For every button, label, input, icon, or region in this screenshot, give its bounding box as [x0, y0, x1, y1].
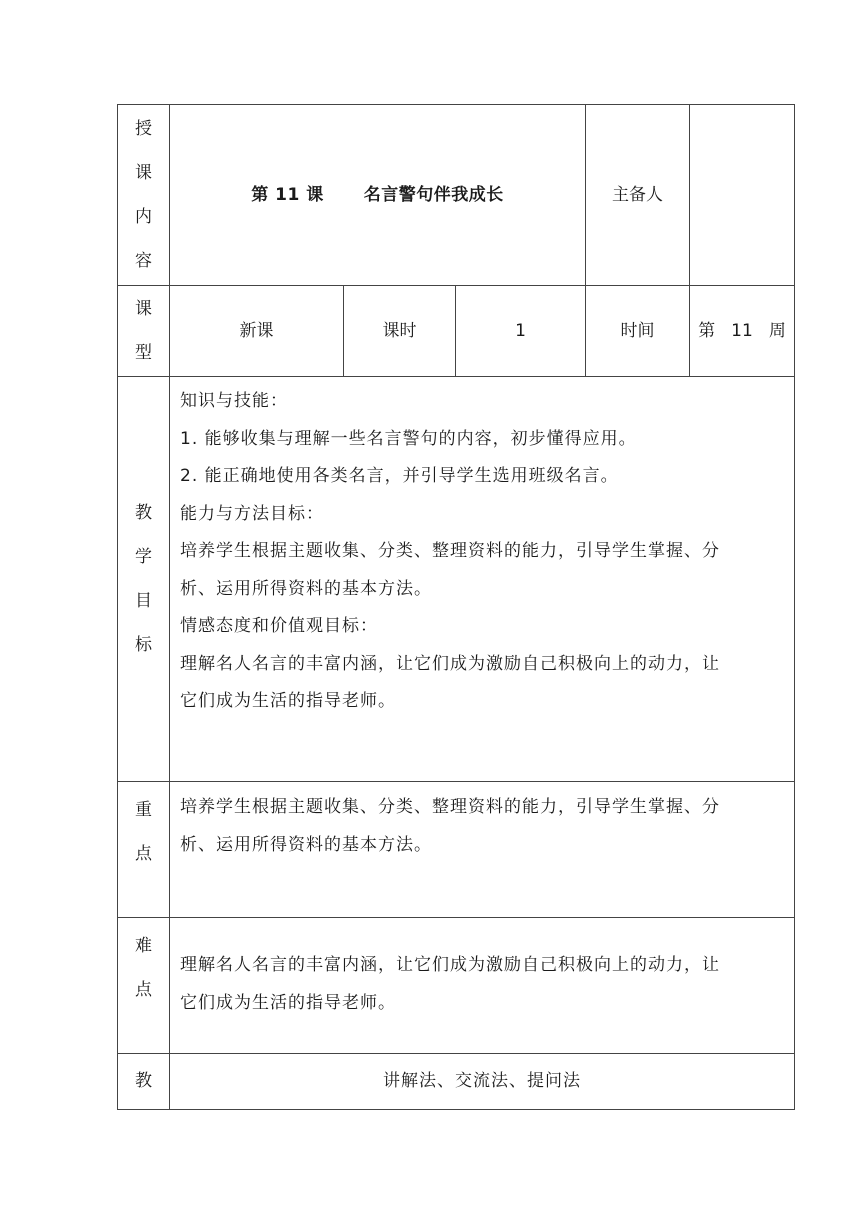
- goals-line: 知识与技能：: [180, 391, 288, 411]
- teaching-methods-row: [118, 1054, 795, 1110]
- class-hours-label: 课时: [344, 286, 456, 377]
- key-points-row: [118, 782, 795, 918]
- label-char: 课: [135, 299, 152, 319]
- label-char: 授: [135, 119, 152, 139]
- key-points-label: [118, 782, 170, 918]
- teaching-goals-row: [118, 377, 795, 782]
- teaching-goals-content: [170, 377, 795, 782]
- goals-line: 情感态度和价值观目标：: [180, 616, 378, 636]
- goals-line: 理解名人名言的丰富内涵，让它们成为激励自己积极向上的动力，让: [180, 653, 720, 674]
- label-char: 型: [135, 343, 152, 363]
- lesson-type-row: [118, 286, 795, 377]
- goals-line: 1. 能够收集与理解一些名言警句的内容，初步懂得应用。: [180, 428, 637, 449]
- label-char: 内: [135, 207, 152, 227]
- label-char: 容: [135, 251, 152, 271]
- key-points-content: [170, 782, 795, 918]
- week-value: [690, 286, 795, 377]
- label-char: 点: [135, 980, 152, 1000]
- label-char: 点: [135, 844, 152, 864]
- week-number: 11: [731, 320, 753, 341]
- lesson-type-label: [118, 286, 170, 377]
- difficulties-row: [118, 918, 795, 1054]
- label-char: 学: [135, 547, 152, 567]
- class-hours-value: 1: [456, 286, 586, 377]
- difficulties-line: 它们成为生活的指导老师。: [180, 992, 396, 1013]
- lesson-content-label: [118, 105, 170, 286]
- lesson-type-value: 新课: [170, 286, 344, 377]
- label-char: 课: [135, 163, 152, 183]
- difficulties-content: [170, 918, 795, 1054]
- goals-line: 能力与方法目标：: [180, 503, 324, 524]
- lesson-content-row: [118, 105, 795, 286]
- label-char: 重: [135, 800, 152, 820]
- difficulties-line: 理解名人名言的丰富内涵，让它们成为激励自己积极向上的动力，让: [180, 955, 720, 975]
- week-prefix: 第: [698, 320, 716, 341]
- teaching-methods-value: 讲解法、交流法、提问法: [170, 1054, 795, 1110]
- preparer-label: 主备人: [586, 105, 690, 286]
- key-points-line: 析、运用所得资料的基本方法。: [180, 835, 432, 855]
- goals-line: 培养学生根据主题收集、分类、整理资料的能力，引导学生掌握、分: [180, 541, 720, 561]
- lesson-title: 名言警句伴我成长: [363, 184, 504, 205]
- difficulties-label: [118, 918, 170, 1054]
- key-points-line: 培养学生根据主题收集、分类、整理资料的能力，引导学生掌握、分: [180, 797, 720, 817]
- preparer-value: [690, 105, 795, 286]
- lesson-plan-table: [117, 104, 795, 1110]
- goals-line: 2. 能正确地使用各类名言，并引导学生选用班级名言。: [180, 466, 619, 486]
- week-suffix: 周: [768, 320, 786, 341]
- label-char: 目: [135, 591, 152, 611]
- time-label: 时间: [586, 286, 690, 377]
- lesson-number: 第 11 课: [251, 184, 324, 205]
- teaching-methods-label: 教: [118, 1054, 170, 1110]
- lesson-title-cell: [170, 105, 586, 286]
- label-char: 标: [135, 635, 152, 655]
- goals-line: 它们成为生活的指导老师。: [180, 691, 396, 711]
- label-char: 教: [135, 503, 152, 523]
- teaching-goals-label: [118, 377, 170, 782]
- goals-line: 析、运用所得资料的基本方法。: [180, 578, 432, 599]
- label-char: 难: [135, 936, 152, 956]
